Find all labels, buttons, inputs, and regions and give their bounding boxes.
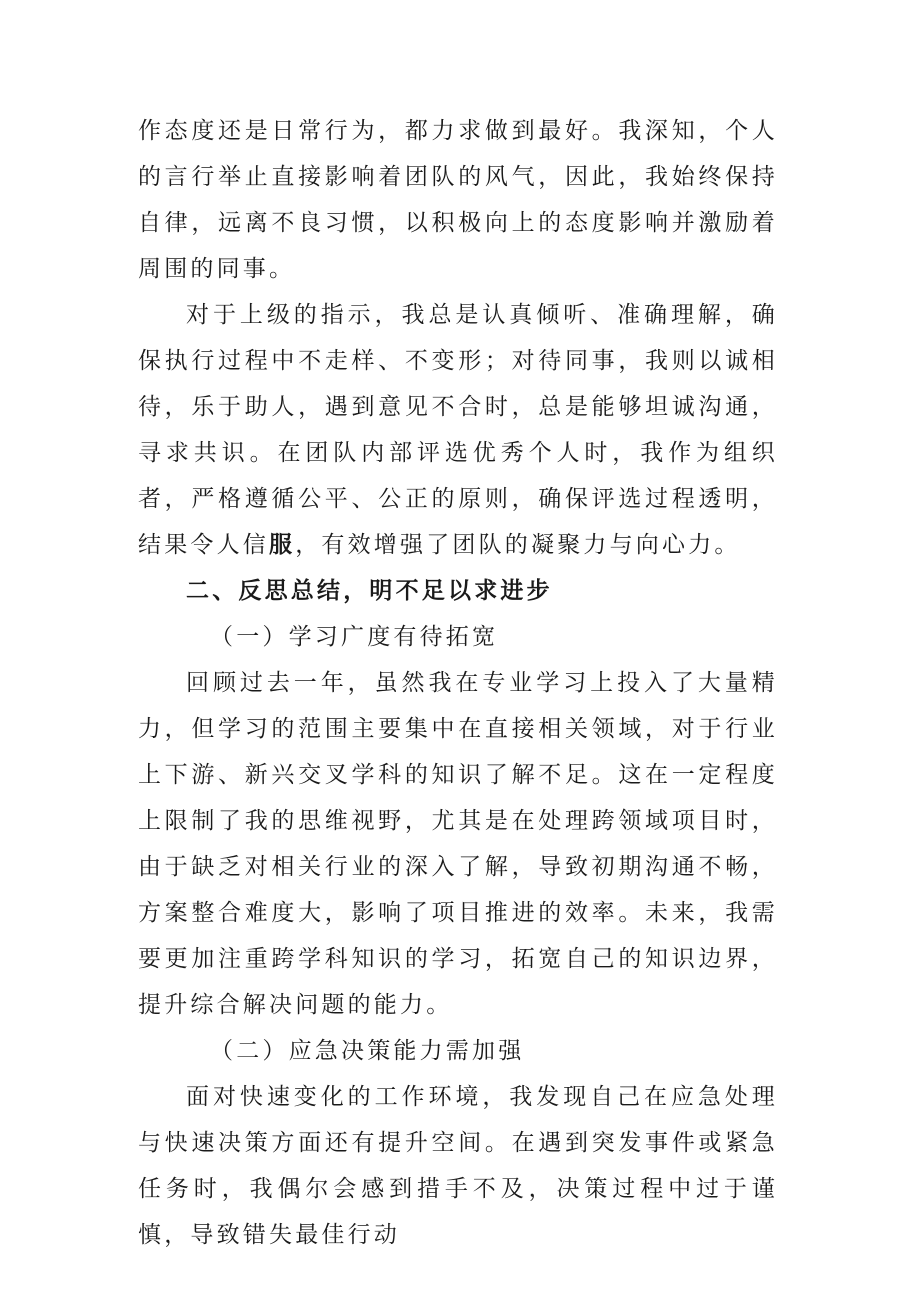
section-heading-reflection: 二、反思总结，明不足以求进步 [186, 577, 553, 604]
paragraph-teamwork [138, 292, 778, 568]
paragraph-teamwork-bold: 服 [269, 531, 296, 558]
subheading-learning-breadth: （一）学习广度有待拓宽 [210, 624, 499, 650]
paragraph-learning-breadth: 回顾过去一年，虽然我在专业学习上投入了大量精力，但学习的范围主要集中在直接相关领域，对于行业上下游、新兴交叉学科的知识了解不足。这在一定程度上限制了我的思维视野，尤其是在处理跨领域项目时，由于缺乏对相关行业的深入了解，导致初期沟通不畅，方案整合难度大，影响了项目推进的效率。未来，我需要更加注重跨学科知识的学习，拓宽自己的知识边界，提升综合解决问题的能力。 [138, 670, 778, 1018]
paragraph-conduct: 作态度还是日常行为，都力求做到最好。我深知，个人的言行举止直接影响着团队的风气，因此，我始终保持自律，远离不良习惯，以积极向上的态度影响并激励着周围的同事。 [138, 118, 778, 282]
subheading-emergency-decision: （二）应急决策能力需加强 [210, 1038, 525, 1064]
paragraph-teamwork-text: 对于上级的指示，我总是认真倾听、准确理解，确保执行过程中不走样、不变形；对待同事，我则以诚相待，乐于助人，遇到意见不合时，总是能够坦诚沟通，寻求共识。在团队内部评选优秀个人时，我作为组织者，严格遵循公平、公正的原则，确保评选过程透明，结果令人信 [138, 302, 778, 558]
document-body [138, 108, 778, 1258]
paragraph-emergency-decision: 面对快速变化的工作环境，我发现自己在应急处理与快速决策方面还有提升空间。在遇到突发事件或紧急任务时，我偶尔会感到措手不及，决策过程中过于谨慎，导致错失最佳行动 [138, 1084, 778, 1248]
paragraph-teamwork-end: ，有效增强了团队的凝聚力与向心力。 [295, 532, 741, 558]
